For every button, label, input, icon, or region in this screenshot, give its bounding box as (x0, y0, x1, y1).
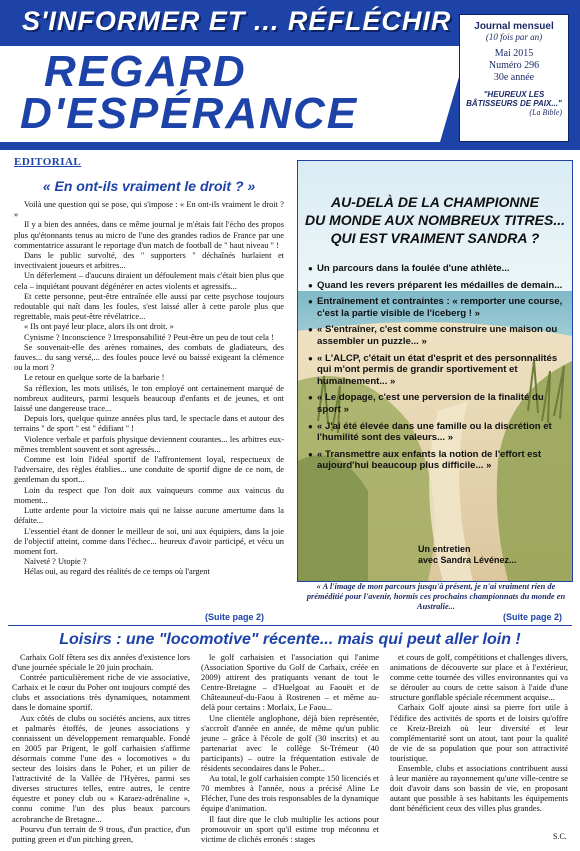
loisirs-column-1 (12, 653, 190, 845)
loisirs-paragraph: Aux côtés de clubs ou sociétés anciens, aux titres et palmarès étoffés, de jeunes associations y connaissent un développement remarquable. Fondé en 2005 par Prigent, le golf carhaisien s'affirme désormais comme l'une des « locomotives » du secteur des loisirs dans le Poher, et un pilier de l'attractivité de la Vallée de l'Hyères, parmi ses diverses structures telles, entre autres, le centre équestre et poney club ou « Karaez-adrénaline », connu comme l'un des plus beaux parcours acrobranche de Bretagne... (12, 713, 190, 824)
editorial-body (14, 200, 284, 578)
masthead-title-line1: REGARD (44, 47, 247, 96)
editorial-paragraph: Et cette personne, peut-être entraînée elle aussi par cette psychose toujours redoutable qui naît dans les foules, s'est laissé aller à cette parole plus que regrettable, mais peut-être révélatrice... (14, 291, 284, 322)
feature-bullet: ● « L'ALCP, c'était un état d'esprit et des personnalités qui m'ont permis de grandir sportivement et humainement... » (308, 353, 566, 388)
loisirs-paragraph: le golf carhaisien et l'association qui l'anime (Association Sportive du Golf de Carhaix, créée en 2009) attirent des pratiquants venant de tout le Centre-Bretagne – d'Huelgoat au Faouët et de Châteauneuf-du-Faou à Rostrenen – et même au-delà pour certains : Morlaix, Le Faou... (201, 653, 379, 713)
feature-photo-block (297, 160, 573, 582)
feature-bullet: ● Entraînement et contraintes : « remporter une course, c'est la partie visible de l'iceberg ! » (308, 296, 566, 319)
feature-bullet: ● Quand les revers préparent les médailles de demain... (308, 280, 566, 292)
editorial-paragraph: Loin du respect que l'on doit aux vainqueurs comme aux vaincus du moment... (14, 485, 284, 505)
masthead-tagline: S'INFORMER ET ... RÉFLÉCHIR (22, 6, 452, 36)
issue-frequency: (10 fois par an) (485, 32, 543, 42)
editorial-paragraph: Depuis lors, quelque quinze années plus tard, le spectacle dans et autour des terrains " de sport " est " édifiant " ! (14, 414, 284, 434)
loisirs-paragraph: Contrée particulièrement riche de vie associative, Carhaix et le cœur du Poher ont toujours compté des clubs et associations très dynamiques, notamment dans le domaine sportif. (12, 673, 190, 713)
loisirs-paragraph: Carhaix Golf fêtera ses dix années d'existence lors d'une journée spéciale le 20 juin prochain. (12, 653, 190, 673)
feature-credit (418, 544, 517, 566)
feature-title-line: QUI EST VRAIMENT SANDRA ? (330, 230, 540, 246)
feature-title (298, 193, 572, 247)
issue-quote-source: (La Bible) (529, 108, 562, 117)
editorial-paragraph: Le retour en quelque sorte de la barbarie ! (24, 373, 165, 383)
editorial-label: EDITORIAL (14, 156, 82, 168)
masthead-title-line2: D'ESPÉRANCE (20, 89, 359, 138)
editorial-title: « En ont-ils vraiment le droit ? » (42, 178, 256, 194)
editorial-paragraph: Hélas oui, au regard des réalités de ce temps où l'argent (24, 567, 210, 577)
loisirs-paragraph: Il faut dire que le club multiplie les actions pour promouvoir un sport qu'il estime trop méconnu et victime de clichés erronés : stages (201, 814, 379, 844)
feature-credit-line: avec Sandra Lévénez... (418, 555, 517, 565)
editorial-paragraph: Dans le public survolté, des " supporters " déchaînés hurlaient et invectivaient joueurs et arbitres... (14, 251, 284, 271)
loisirs-paragraph: Au total, le golf carhaisien compte 150 licenciés et 70 membres à l'année, nous a précisé Aline Le Flécher, l'une des trois responsables de la dynamique équipe d'animation. (201, 774, 379, 814)
loisirs-paragraph: Carhaix Golf ajoute ainsi sa pierre fort utile à l'édifice des activités de sports et de loisirs qu'offre ce Kreiz-Breizh où leur diversité et leur complémentarité sont un atout, tant pour la qualité de vie de sa population que pour son attractivité touristique. (390, 703, 568, 763)
issue-label: Journal mensuel (474, 21, 554, 32)
issue-date: Mai 2015 (494, 48, 534, 59)
loisirs-paragraph: Une clientèle anglophone, déjà bien représentée, s'accroît d'année en année, de même qu'un public jeune – grâce à l'école de golf (30 inscrits) et au partenariat avec le collège St-Trémeur (40 participants) – outre la fréquentation estivale de résidents secondaires dans le Poher... (201, 713, 379, 774)
editorial-paragraph: Cynisme ? Inconscience ? Irresponsabilité ? Peut-être un peu de tout cela ! (24, 332, 274, 342)
editorial-paragraph: Violence verbale et parfois physique deviennent courantes... les arbitres eux-mêmes tremblent souvent et sont agressés... (14, 434, 284, 454)
editorial-paragraph: Il y a bien des années, dans ce même journal je m'étais fait l'écho des propos plus qu'étonnants tenus au micro de l'une des grandes radios de France par une commentatrice assurant le reportage d'un match de football de " haut niveau " ! (14, 220, 284, 250)
section-divider (8, 625, 572, 626)
editorial-paragraph: Lutte ardente pour la victoire mais qui ne laisse aucune amertume dans la défaite... (14, 506, 284, 526)
loisirs-column-3 (390, 653, 568, 815)
feature-bullet: ● « S'entraîner, c'est comme construire une maison ou assembler un puzzle... » (308, 324, 566, 347)
editorial-paragraph: Comme est loin l'idéal sportif de l'affrontement loyal, respectueux de l'adversaire, des règles établies... une conduite de sportif digne de ce nom, de gentleman du sport... (14, 455, 284, 485)
feature-bullet: ● « J'ai été élevée dans une famille ou la discrétion et l'humilité sont des valeurs... » (308, 421, 566, 444)
editorial-paragraph: Naïveté ? Utopie ? (24, 557, 87, 567)
feature-title-line: AU-DELÀ DE LA CHAMPIONNE (331, 194, 539, 210)
article-signature: S.C. (553, 832, 567, 841)
feature-credit-line: Un entretien (418, 544, 471, 554)
loisirs-article-title: Loisirs : une "locomotive" récente... mais qui peut aller loin ! (59, 631, 521, 648)
loisirs-paragraph: et cours de golf, compétitions et challenges divers, animations de découverte sur place et à l'extérieur, comme cette tournée des villes environnantes qui va se dérouler au cours de cette saison à l'aide d'une structure gonflable spéciale récemment acquise... (390, 653, 568, 703)
editorial-paragraph: L'essentiel étant de donner le meilleur de soi, uni aux équipiers, dans la joie de l'objectif atteint, comme dans l'échec... heureux d'avoir participé, et vécu un moment fort. (14, 526, 284, 556)
issue-info-box (459, 14, 569, 142)
feature-bullet-list (308, 263, 566, 477)
editorial-paragraph: Sa réflexion, les mots utilisés, le ton employé ont certainement marqué de nombreux auditeurs, parmi lesquels beaucoup d'enfants et de jeunes, et ont laissé une dangereuse trace... (14, 383, 284, 414)
feature-title-line: DU MONDE AUX NOMBREUX TITRES... (304, 212, 566, 228)
feature-bullet: ● « Transmettre aux enfants la notion de l'effort est aujourd'hui beaucoup plus difficile... » (308, 449, 566, 472)
editorial-paragraph: Voilà une question qui se pose, qui s'impose : « En ont-ils vraiment le droit ? » (14, 200, 284, 220)
issue-year: 30e année (493, 72, 535, 83)
editorial-continued-link[interactable]: (Suite page 2) (205, 612, 265, 622)
editorial-paragraph: Un déferlement – d'aucuns diraient un défoulement mais c'était bien plus que cela – inquiétant pouvant dégénérer en actes violents et agressifs... (14, 271, 284, 291)
feature-caption: « A l'image de mon parcours jusqu'à présent, je n'ai vraiment rien de préméditié pour l'avenir, hormis ces prochains championnats du monde en Australie... (306, 582, 566, 612)
loisirs-paragraph: Ensemble, clubs et associations contribuent aussi à leur manière au rayonnement qu'une ville-centre se doit d'avoir dans son bassin de vie, en proposant autant que possible à ses habitants les équipements dont bénéficient ceux des villes plus grandes. (390, 764, 568, 814)
issue-number: Numéro 296 (488, 60, 540, 71)
editorial-paragraph: Se souvenait-elle des arènes romaines, des combats de gladiateurs, des fauves... du sang versé,... des foules pouce levé ou baissé exigeant la clémence ou la mort ? (14, 342, 284, 373)
feature-bullet: ● Un parcours dans la foulée d'une athlète... (308, 263, 566, 275)
feature-continued-link[interactable]: (Suite page 2) (503, 612, 563, 622)
feature-bullet: ● « Le dopage, c'est une perversion de la finalité du sport » (308, 392, 566, 415)
loisirs-column-2 (201, 653, 379, 845)
loisirs-paragraph: Pourvu d'un terrain de 9 trous, d'un practice, d'un putting green et d'un pitching green, (12, 824, 190, 844)
issue-quote: "HEUREUX LES BÂTISSEURS DE PAIX..." (466, 90, 562, 108)
masthead (0, 0, 580, 150)
editorial-paragraph: « Ils ont payé leur place, alors ils ont droit. » (24, 322, 174, 332)
